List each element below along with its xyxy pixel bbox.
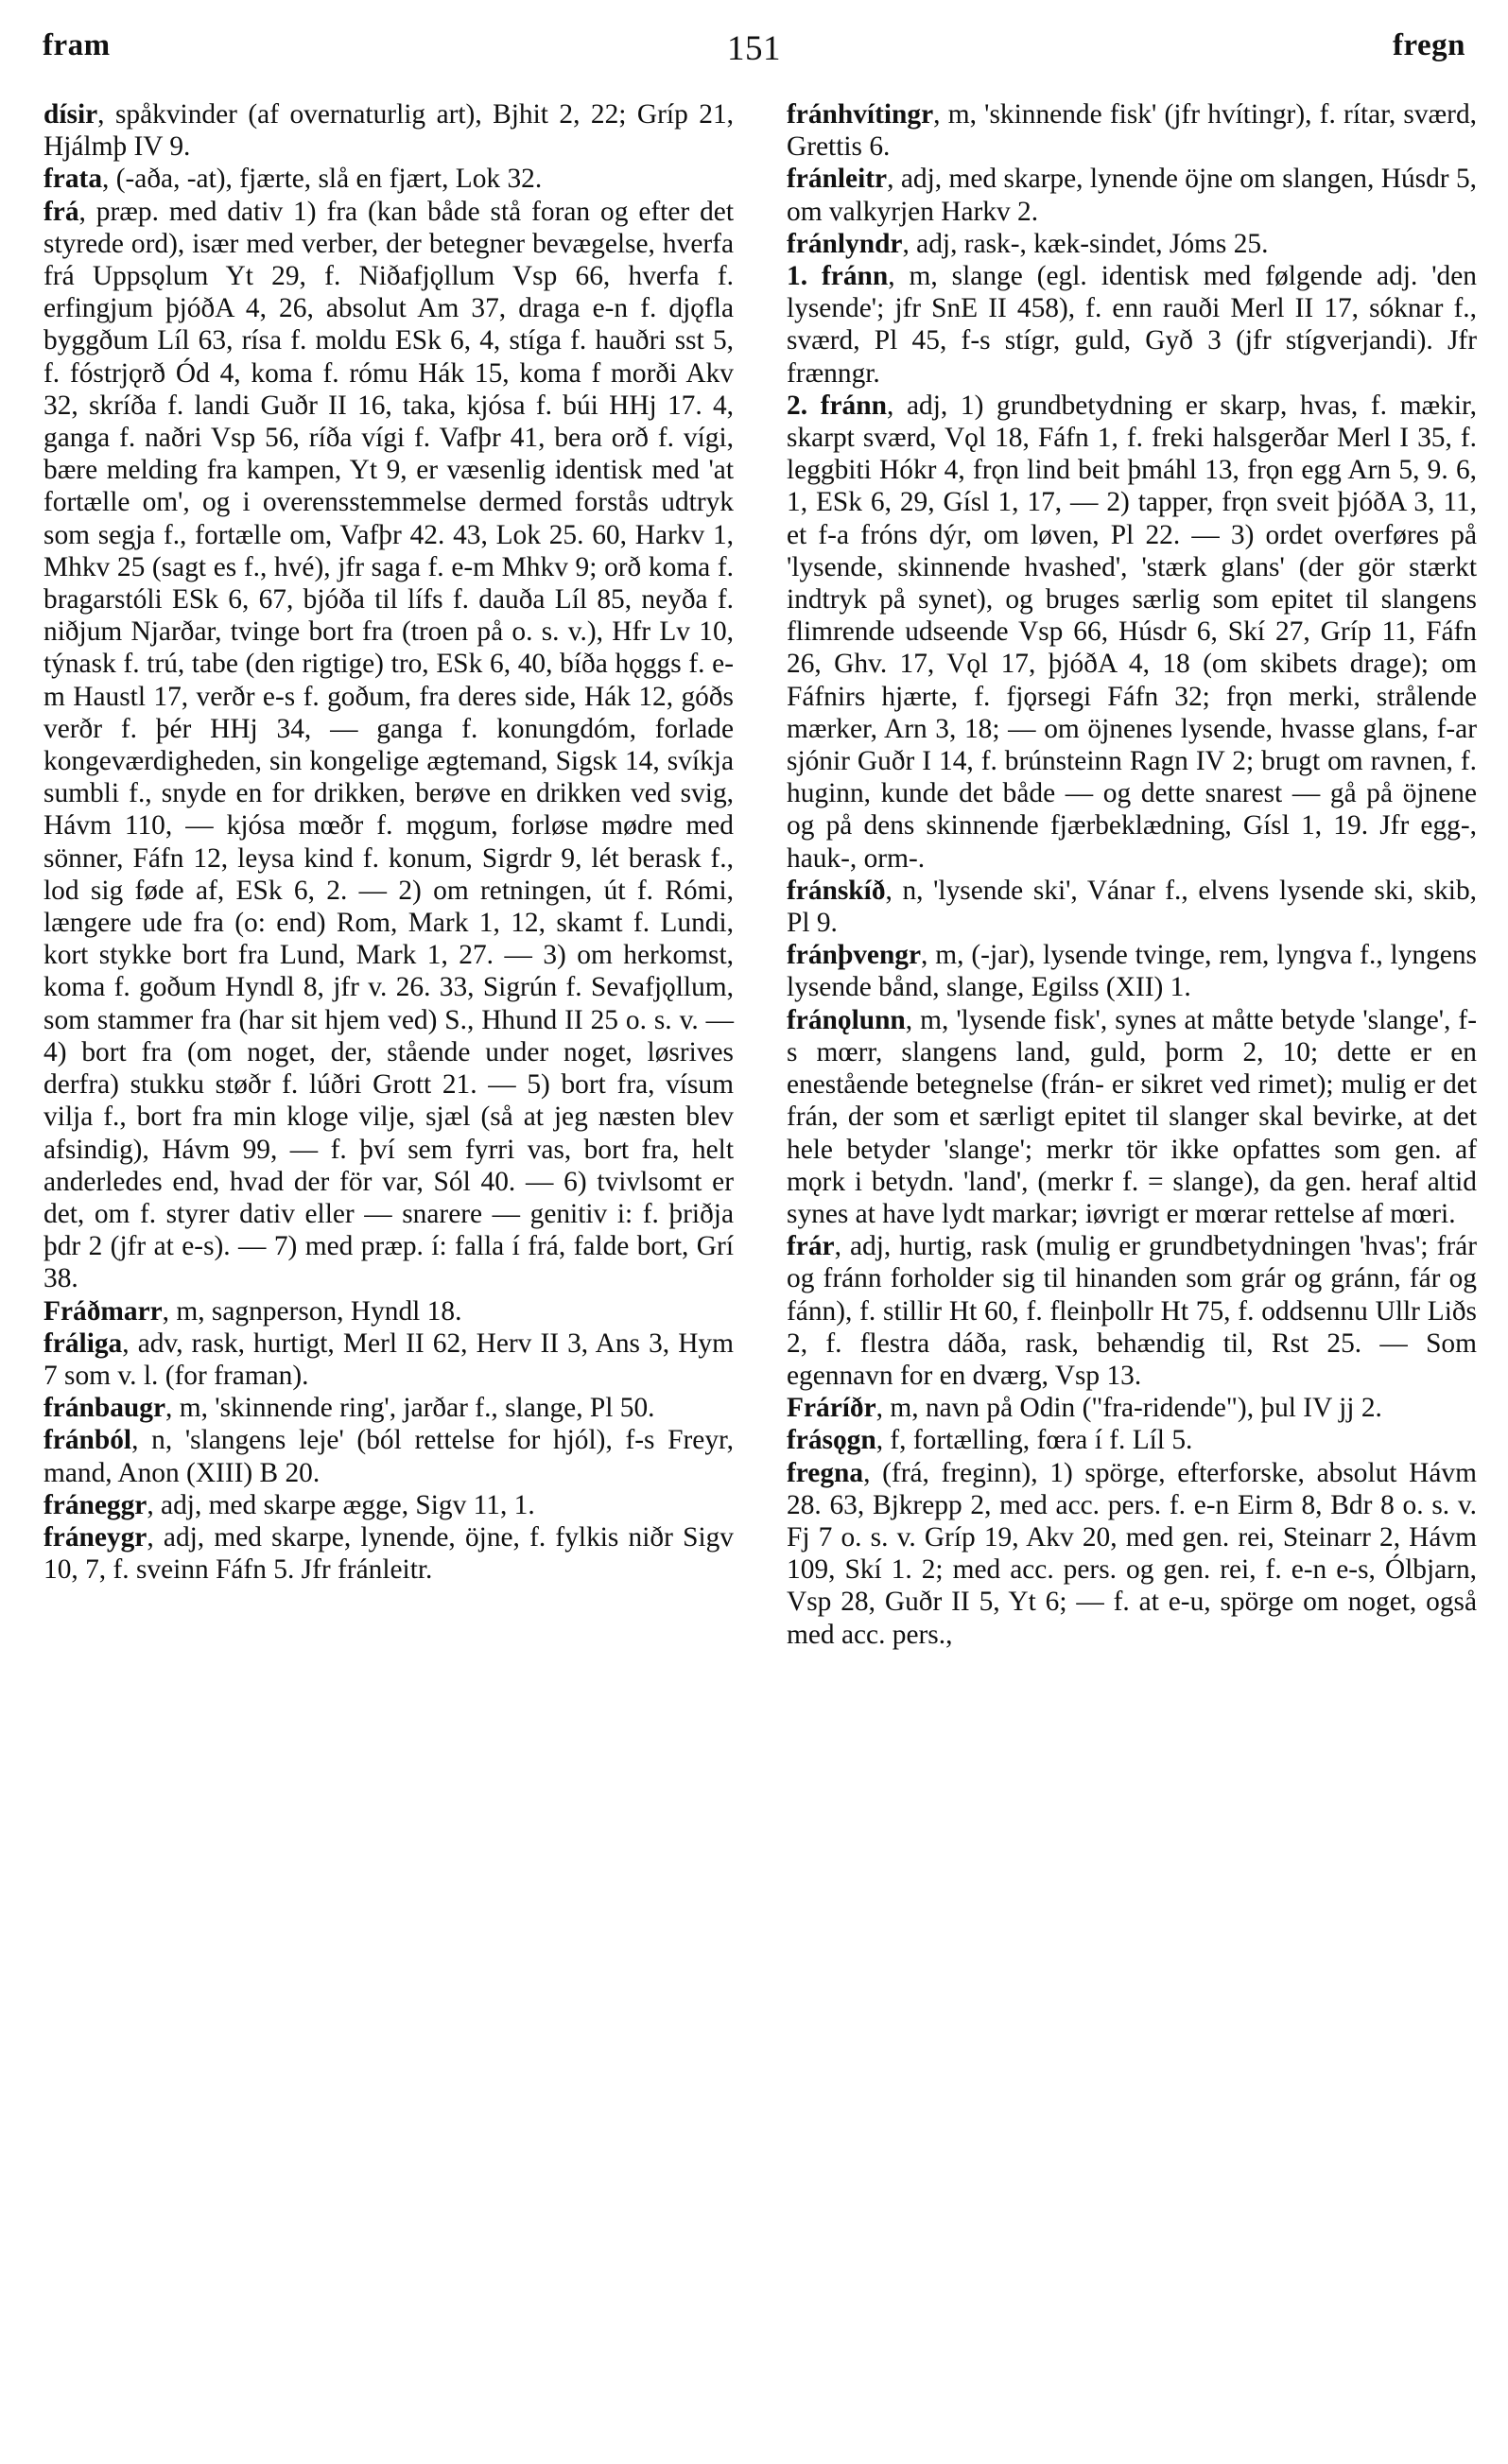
entry-definition: , m, sagnperson, Hyndl 18. bbox=[162, 1295, 462, 1327]
entry-definition: , n, 'slangens leje' (ból rettelse for hjól), f-s Freyr, mand, Anon (XIII) B 20. bbox=[43, 1425, 734, 1488]
entry-definition: , adj, hurtig, rask (mulig er grundbetydningen 'hvas'; frár og fránn forholder sig til hinanden som grár og gránn, fár og fánn), f. stillir Ht 60, f. fleinþollr Ht 75, f. oddsennu Ullr Liðs 2, f. flestra dáða, rask, behændig til, Rst 25. — Som egennavn for en dværg, Vsp 13. bbox=[787, 1231, 1477, 1391]
entry-headword: 1. fránn bbox=[787, 261, 889, 292]
dictionary-entry bbox=[43, 1327, 734, 1392]
entry-definition: , adj, rask-, kæk-sindet, Jóms 25. bbox=[902, 228, 1269, 259]
entry-headword: fráliga bbox=[43, 1327, 123, 1359]
dictionary-entry bbox=[787, 1230, 1477, 1392]
left-column bbox=[43, 98, 734, 1586]
entry-definition: , (frá, freginn), 1) spörge, efterforske, absolut Hávm 28. 63, Bjkrepp 2, med acc. pers. f. e-n Eirm 8, Bdr 8 o. s. v. Fj 7 o. s. v. Gríp 19, Akv 20, med gen. rei, Steinarr 2, Hávm 109, Skí 1. 2; med acc. pers. og gen. rei, f. e-n e-s, Ólbjarn, Vsp 28, Guðr II 5, Yt 6; — f. at e-u, spörge om noget, også med acc. pers., bbox=[787, 1457, 1477, 1650]
dictionary-entry bbox=[43, 98, 734, 163]
dictionary-entry bbox=[43, 1424, 734, 1488]
header-first-headword: fram bbox=[43, 28, 111, 62]
entry-definition: , m, 'lysende fisk', synes at måtte betyde 'slange', f-s mœrr, slangens land, guld, þorm 2, 10; dette er en enestående betegnelse (frán- er sikret ved rimet); mulig er det frán, der som et særligt epitet til slanger skal bevirke, at det hele betyder 'slange'; merkr tör ikke opfattes som gen. af mǫrk i betydn. 'land', (merkr f. = slange), da gen. heraf altid synes at have lydt markar; iøvrigt er mœrar rettelse af mœri. bbox=[787, 1004, 1477, 1229]
entry-definition: , spåkvinder (af overnaturlig art), Bjhit 2, 22; Gríp 21, Hjálmþ IV 9. bbox=[43, 99, 734, 163]
entry-headword: 2. fránn bbox=[787, 390, 887, 421]
entry-definition: , præp. med dativ 1) fra (kan både stå foran og efter det styrede ord), især med verber, der betegner bevægelse, hverfa frá Uppsǫlum Yt 29, f. Niðafjǫllum Vsp 66, hverfa f. erfingjum þjóðA 4, 26, absolut Am 37, draga e-n f. djǫfla byggðum Líl 63, rísa f. moldu ESk 6, 4, stíga f. hauðri sst 5, f. fóstrjǫrð Ód 4, koma f. rómu Hák 15, koma f morði Akv 32, skríða f. landi Guðr II 16, taka, kjósa f. búi HHj 17. 4, ganga f. naðri Vsp 56, ríða vígi f. Vafþr 41, bera orð f. vígi, bære melding fra kampen, Yt 9, er væsenlig identisk med 'at fortælle om', og i overensstemmelse dermed forstås udtryk som segja f., fortælle om, Vafþr 42. 43, Lok 25. 60, Harkv 1, Mhkv 25 (sagt es f., hvé), jfr saga f. e-m Mhkv 9; orð koma f. bragarstóli ESk 6, 67, bjóða til lífs f. dauða Líl 85, neyða f. niðjum Njarðar, tvinge bort fra (troen på o. s. v.), Hfr Lv 10, týnask f. trú, tabe (den rigtige) tro, ESk 6, 40, bíða hǫggs f. e-m Haustl 17, verðr e-s f. goðum, fra deres side, Hák 12, góðs verðr f. þér HHj 34, — ganga f. konungdóm, forlade kongeværdigheden, sin kongelige ægtemand, Sigsk 14, svíkja sumbli f., snyde en for drikken, berøve en drikken ved svig, Hávm 110, — kjósa mœðr f. mǫgum, forløse mødre med sönner, Fáfn 12, leysa kind f. konum, Sigrdr 9, lét berask f., lod sig føde af, ESk 6, 2. — 2) om retningen, út f. Rómi, længere ude fra (o: end) Rom, Mark 1, 12, skamt f. Lundi, kort stykke bort fra Lund, Mark 1, 27. — 3) om herkomst, koma f. goðum Hyndl 8, jfr v. 26. 33, Sigrún f. Sevafjǫllum, som stammer fra (har sit hjem ved) S., Hhund II 25 o. s. v. — 4) bort fra (om noget, der, stående under noget, løsrives derfra) stukku støðr f. lúðri Grott 21. — 5) bort fra, vísum vilja f., bort fra min kloge vilje, sjæl (så at jeg næsten blev afsindig), Hávm 99, — f. því sem fyrri vas, bort fra, helt anderledes end, hvad der för var, Sól 40. — 6) tvivlsomt er det, om f. styrer dativ eller — snarere — genitiv i: f. þriðja þdr 2 (jfr at e-s). — 7) med præp. í: falla í frá, falde bort, Grí 38. bbox=[43, 196, 734, 1294]
dictionary-entry bbox=[43, 196, 734, 1295]
page-number: 151 bbox=[727, 29, 781, 68]
dictionary-entry bbox=[787, 260, 1477, 390]
dictionary-entry bbox=[787, 1392, 1477, 1424]
dictionary-entry bbox=[787, 228, 1477, 260]
header-last-headword: fregn bbox=[1392, 28, 1465, 62]
dictionary-entry bbox=[43, 1521, 734, 1586]
entry-definition: , adv, rask, hurtigt, Merl II 62, Herv II 3, Ans 3, Hym 7 som v. l. (for framan). bbox=[43, 1327, 734, 1391]
entry-definition: , m, navn på Odin ("fra-ridende"), þul IV jj 2. bbox=[875, 1393, 1382, 1424]
dictionary-entry bbox=[787, 875, 1477, 939]
entry-headword: fránbaugr bbox=[43, 1393, 166, 1424]
entry-headword: frásǫgn bbox=[787, 1425, 876, 1456]
entry-headword: fránlyndr bbox=[787, 228, 903, 259]
entry-headword: frá bbox=[43, 196, 79, 227]
entry-headword: fránleitr bbox=[787, 164, 888, 195]
entry-headword: fráneygr bbox=[43, 1521, 147, 1553]
dictionary-entry bbox=[43, 163, 734, 195]
entry-definition: , m, 'skinnende ring', jarðar f., slange, Pl 50. bbox=[165, 1393, 655, 1424]
dictionary-entry bbox=[43, 1392, 734, 1424]
page-header bbox=[43, 28, 1465, 85]
entry-headword: frár bbox=[787, 1231, 835, 1262]
dictionary-entry bbox=[787, 939, 1477, 1003]
dictionary-entry bbox=[787, 163, 1477, 227]
entry-headword: frata bbox=[43, 164, 103, 195]
entry-headword: fránǫlunn bbox=[787, 1004, 906, 1035]
entry-headword: dísir bbox=[43, 99, 98, 130]
entry-definition: , n, 'lysende ski', Vánar f., elvens lysende ski, skib, Pl 9. bbox=[787, 875, 1477, 939]
right-column bbox=[787, 98, 1477, 1651]
entry-headword: Fráríðr bbox=[787, 1393, 876, 1424]
entry-definition: , adj, med skarpe ægge, Sigv 11, 1. bbox=[147, 1489, 535, 1520]
entry-definition: , m, 'skinnende fisk' (jfr hvítingr), f. rítar, sværd, Grettis 6. bbox=[787, 99, 1477, 163]
dictionary-entry bbox=[787, 1004, 1477, 1230]
dictionary-entry bbox=[787, 1457, 1477, 1651]
entry-definition: , m, (-jar), lysende tvinge, rem, lyngva f., lyngens lysende bånd, slange, Egilss (XII) 1. bbox=[787, 940, 1477, 1003]
entry-definition: , adj, med skarpe, lynende öjne om slangen, Húsdr 5, om valkyrjen Harkv 2. bbox=[787, 164, 1477, 227]
entry-headword: fregna bbox=[787, 1457, 864, 1488]
entry-headword: fránhvítingr bbox=[787, 99, 934, 130]
entry-definition: , (-aða, -at), fjærte, slå en fjært, Lok 32. bbox=[102, 164, 543, 195]
entry-headword: fráneggr bbox=[43, 1489, 147, 1520]
entry-headword: fránþvengr bbox=[787, 940, 922, 971]
entry-headword: fránból bbox=[43, 1425, 132, 1456]
dictionary-entry bbox=[787, 1424, 1477, 1456]
entry-definition: , m, slange (egl. identisk med følgende adj. 'den lysende'; jfr SnE II 458), f. enn rauði Merl II 17, sóknar f., sværd, Pl 45, f-s stígr, guld, Gyð 3 (jfr stígverjandi). Jfr frænngr. bbox=[787, 261, 1477, 389]
dictionary-entry bbox=[787, 390, 1477, 875]
dictionary-entry bbox=[43, 1489, 734, 1521]
entry-headword: fránskíð bbox=[787, 875, 886, 906]
entry-definition: , adj, med skarpe, lynende, öjne, f. fylkis niðr Sigv 10, 7, f. sveinn Fáfn 5. Jfr fránleitr. bbox=[43, 1521, 734, 1586]
dictionary-entry bbox=[787, 98, 1477, 163]
entry-definition: , adj, 1) grundbetydning er skarp, hvas, f. mækir, skarpt sværd, Vǫl 18, Fáfn 1, f. freki halsgerðar Merl I 35, f. leggbiti Hókr 4, frǫn lind beit þmáhl 13, frǫn egg Arn 5, 9. 6, 1, ESk 6, 29, Gísl 1, 17, — 2) tapper, frǫn sveit þjóðA 3, 11, et f-a fróns dýr, om løven, Pl 22. — 3) ordet overføres på 'lysende, skinnende hvashed', 'stærk glans' (der gör stærkt indtryk på synet), og bruges særlig som epitet til slangens flimrende udseende Vsp 66, Húsdr 6, Skí 27, Gríp 11, Fáfn 26, Ghv. 17, Vǫl 17, þjóðA 4, 18 (om skibets drage); om Fáfnirs hjærte, f. fjǫrsegi Fáfn 32; frǫn merki, strålende mærker, Arn 3, 18; — om öjnenes lysende, hvasse glans, f-ar sjónir Guðr I 14, f. brúnsteinn Ragn IV 2; brugt om ravnen, f. huginn, kunde det både — og dette snarest — gå på öjnene og på dens skinnende fjærbeklædning, Gísl 1, 19. Jfr egg-, hauk-, orm-. bbox=[787, 390, 1477, 874]
dictionary-entry bbox=[43, 1295, 734, 1327]
entry-definition: , f, fortælling, fœra í f. Líl 5. bbox=[875, 1425, 1193, 1456]
entry-headword: Fráðmarr bbox=[43, 1295, 163, 1327]
